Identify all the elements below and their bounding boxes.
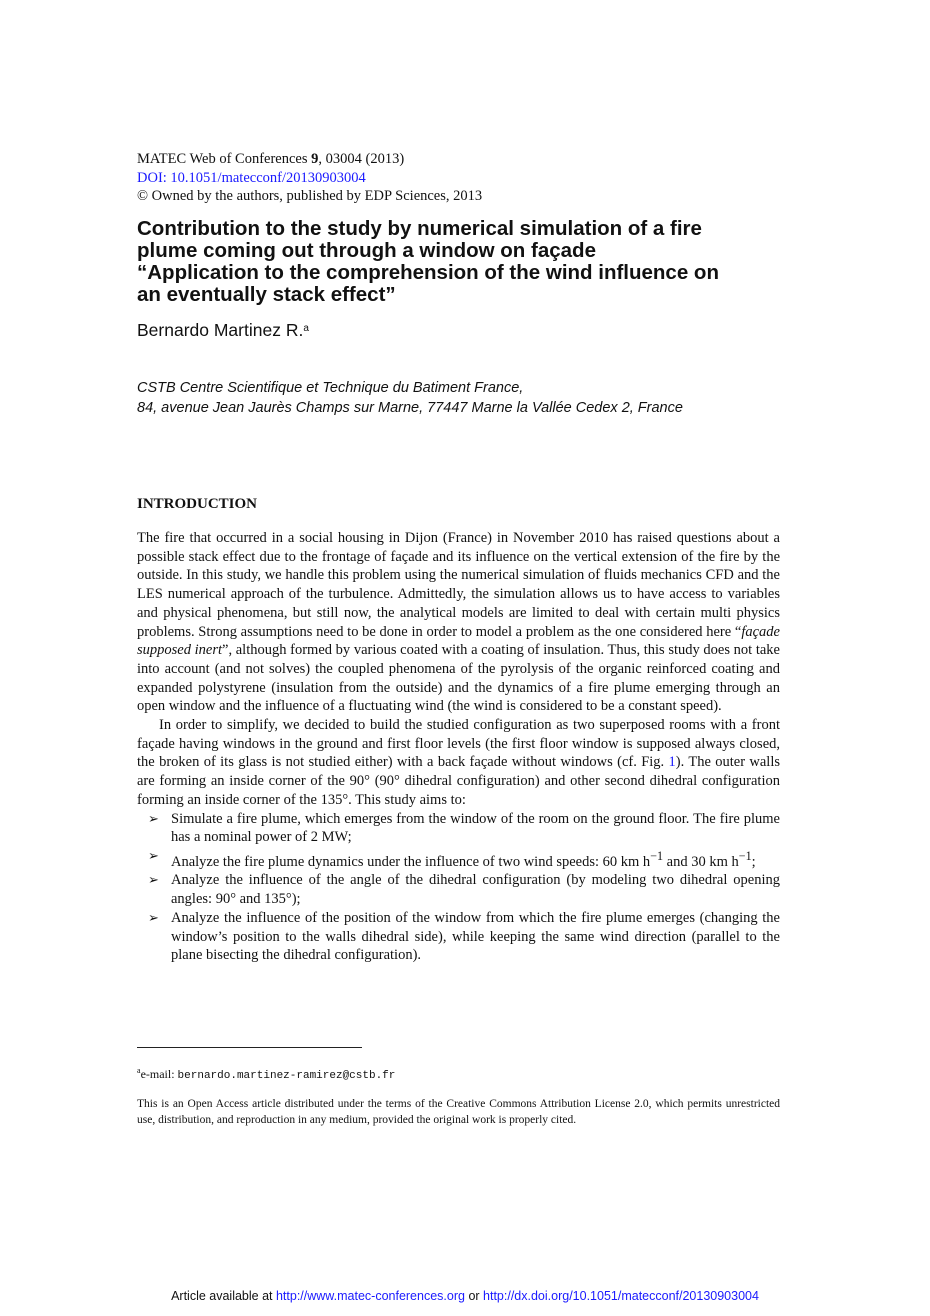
paragraph: In order to simplify, we decided to build the studied configuration as two superposed rooms with a front façade having windows in the ground and first floor levels (the first floor window is supposed always closed, the broken of its glass is not studied either) with a back façade without windows (cf. Fig. 1). The outer walls are forming an inside corner of the 90° (90° dihedral configuration) and other second dihedral configuration forming an inside corner of the 135°. This study aims to: [137, 717, 780, 808]
affiliation-line: 84, avenue Jean Jaurès Champs sur Marne, 77447 Marne la Vallée Cedex 2, France [137, 399, 683, 416]
volume-number: 9 [311, 151, 319, 167]
figure-reference-link[interactable]: 1 [668, 754, 676, 771]
list-item: ➢ Analyze the influence of the angle of the dihedral configuration (by modeling two dihedral opening angles: 90° and 135°); [148, 872, 780, 908]
license-notice: This is an Open Access article distributed under the terms of the Creative Commons Attribution License 2.0, which permits unrestricted use, distribution, and reproduction in any medium, provided the original work is properly cited. [137, 1098, 780, 1126]
arrow-bullet-icon: ➢ [148, 872, 159, 888]
paragraph: The fire that occurred in a social housing in Dijon (France) in November 2010 has raised questions about a possible stack effect due to the frontage of façade and its influence on the vertical extension of the fire by the outside. In this study, we handle this problem using the numerical simulation of fluids mechanics CFD and the LES numerical approach of the turbulence. Admittedly, the simulation allows us to have access to variables and physical phenomena, but still now, the analytical models are limited to deal with certain multi physics problems. Strong assumptions need to be done in order to model a problem as the one considered here “façade supposed inert”, although formed by various coated with a coating of insulation. Thus, this study does not take into account (and not solves) the coupled phenomena of the pyrolysis of the organic reinforced coating and expanded polystyrene (insulation from the outside) and the dynamics of a fire plume emerging through an open window and the influence of a fluctuating wind (the wind is considered to be a constant speed). [137, 530, 780, 715]
journal-header [137, 150, 797, 206]
matec-website-link[interactable]: http://www.matec-conferences.org [275, 1289, 465, 1303]
title-line: Contribution to the study by numerical simulation of a fire [137, 217, 702, 240]
arrow-bullet-icon: ➢ [148, 909, 159, 925]
doi-link[interactable]: DOI: 10.1051/matecconf/20130903004 [137, 169, 366, 186]
body-text [137, 529, 780, 965]
affiliation [137, 379, 683, 418]
page-footer: Article available at http://www.matec-conferences.org or http://dx.doi.org/10.1051/matecconf/20130903004 [171, 1289, 759, 1303]
paper-title [137, 218, 797, 306]
copyright-line: © Owned by the authors, published by EDP Sciences, 2013 [137, 188, 483, 204]
title-line: an eventually stack effect” [137, 283, 396, 306]
footnote: $^a$e-mail: bernardo.martinez-ramirez@cstb.fr [137, 1066, 396, 1082]
italic-term: façade supposed inert [137, 623, 780, 659]
journal-citation: MATEC Web of Conferences 9, 03004 (2013) [137, 151, 405, 167]
author-footnote-mark: a [303, 323, 309, 334]
footnote-divider [137, 1047, 362, 1048]
author-name: Bernardo Martinez R.$^a$ [137, 320, 309, 340]
aims-list [137, 810, 780, 965]
arrow-bullet-icon: ➢ [148, 810, 159, 826]
title-line: plume coming out through a window on façade [137, 239, 596, 262]
author-email: bernardo.martinez-ramirez@cstb.fr [177, 1070, 396, 1082]
section-heading: INTRODUCTION [137, 496, 258, 512]
title-line: “Application to the comprehension of the wind influence on [137, 261, 719, 284]
footnote-mark: a [137, 1066, 141, 1075]
list-item: ➢ Simulate a fire plume, which emerges from the window of the room on the ground floor. The fire plume has a nominal power of 2 MW; [148, 810, 780, 846]
affiliation-line: CSTB Centre Scientifique et Technique du Batiment France, [137, 380, 524, 396]
list-item: ➢ Analyze the fire plume dynamics under the influence of two wind speeds: 60 km $h^{-1}$ and 30 km $h^{-1}$; [148, 847, 756, 870]
arrow-bullet-icon: ➢ [148, 847, 159, 863]
doi-url-link[interactable]: http://dx.doi.org/10.1051/matecconf/20130903004 [483, 1289, 759, 1303]
list-item: ➢ Analyze the influence of the position of the window from which the fire plume emerges (changing the window’s position to the walls dihedral side), while keeping the same wind direction (parallel to the plane bisecting the dihedral configuration). [148, 909, 780, 964]
